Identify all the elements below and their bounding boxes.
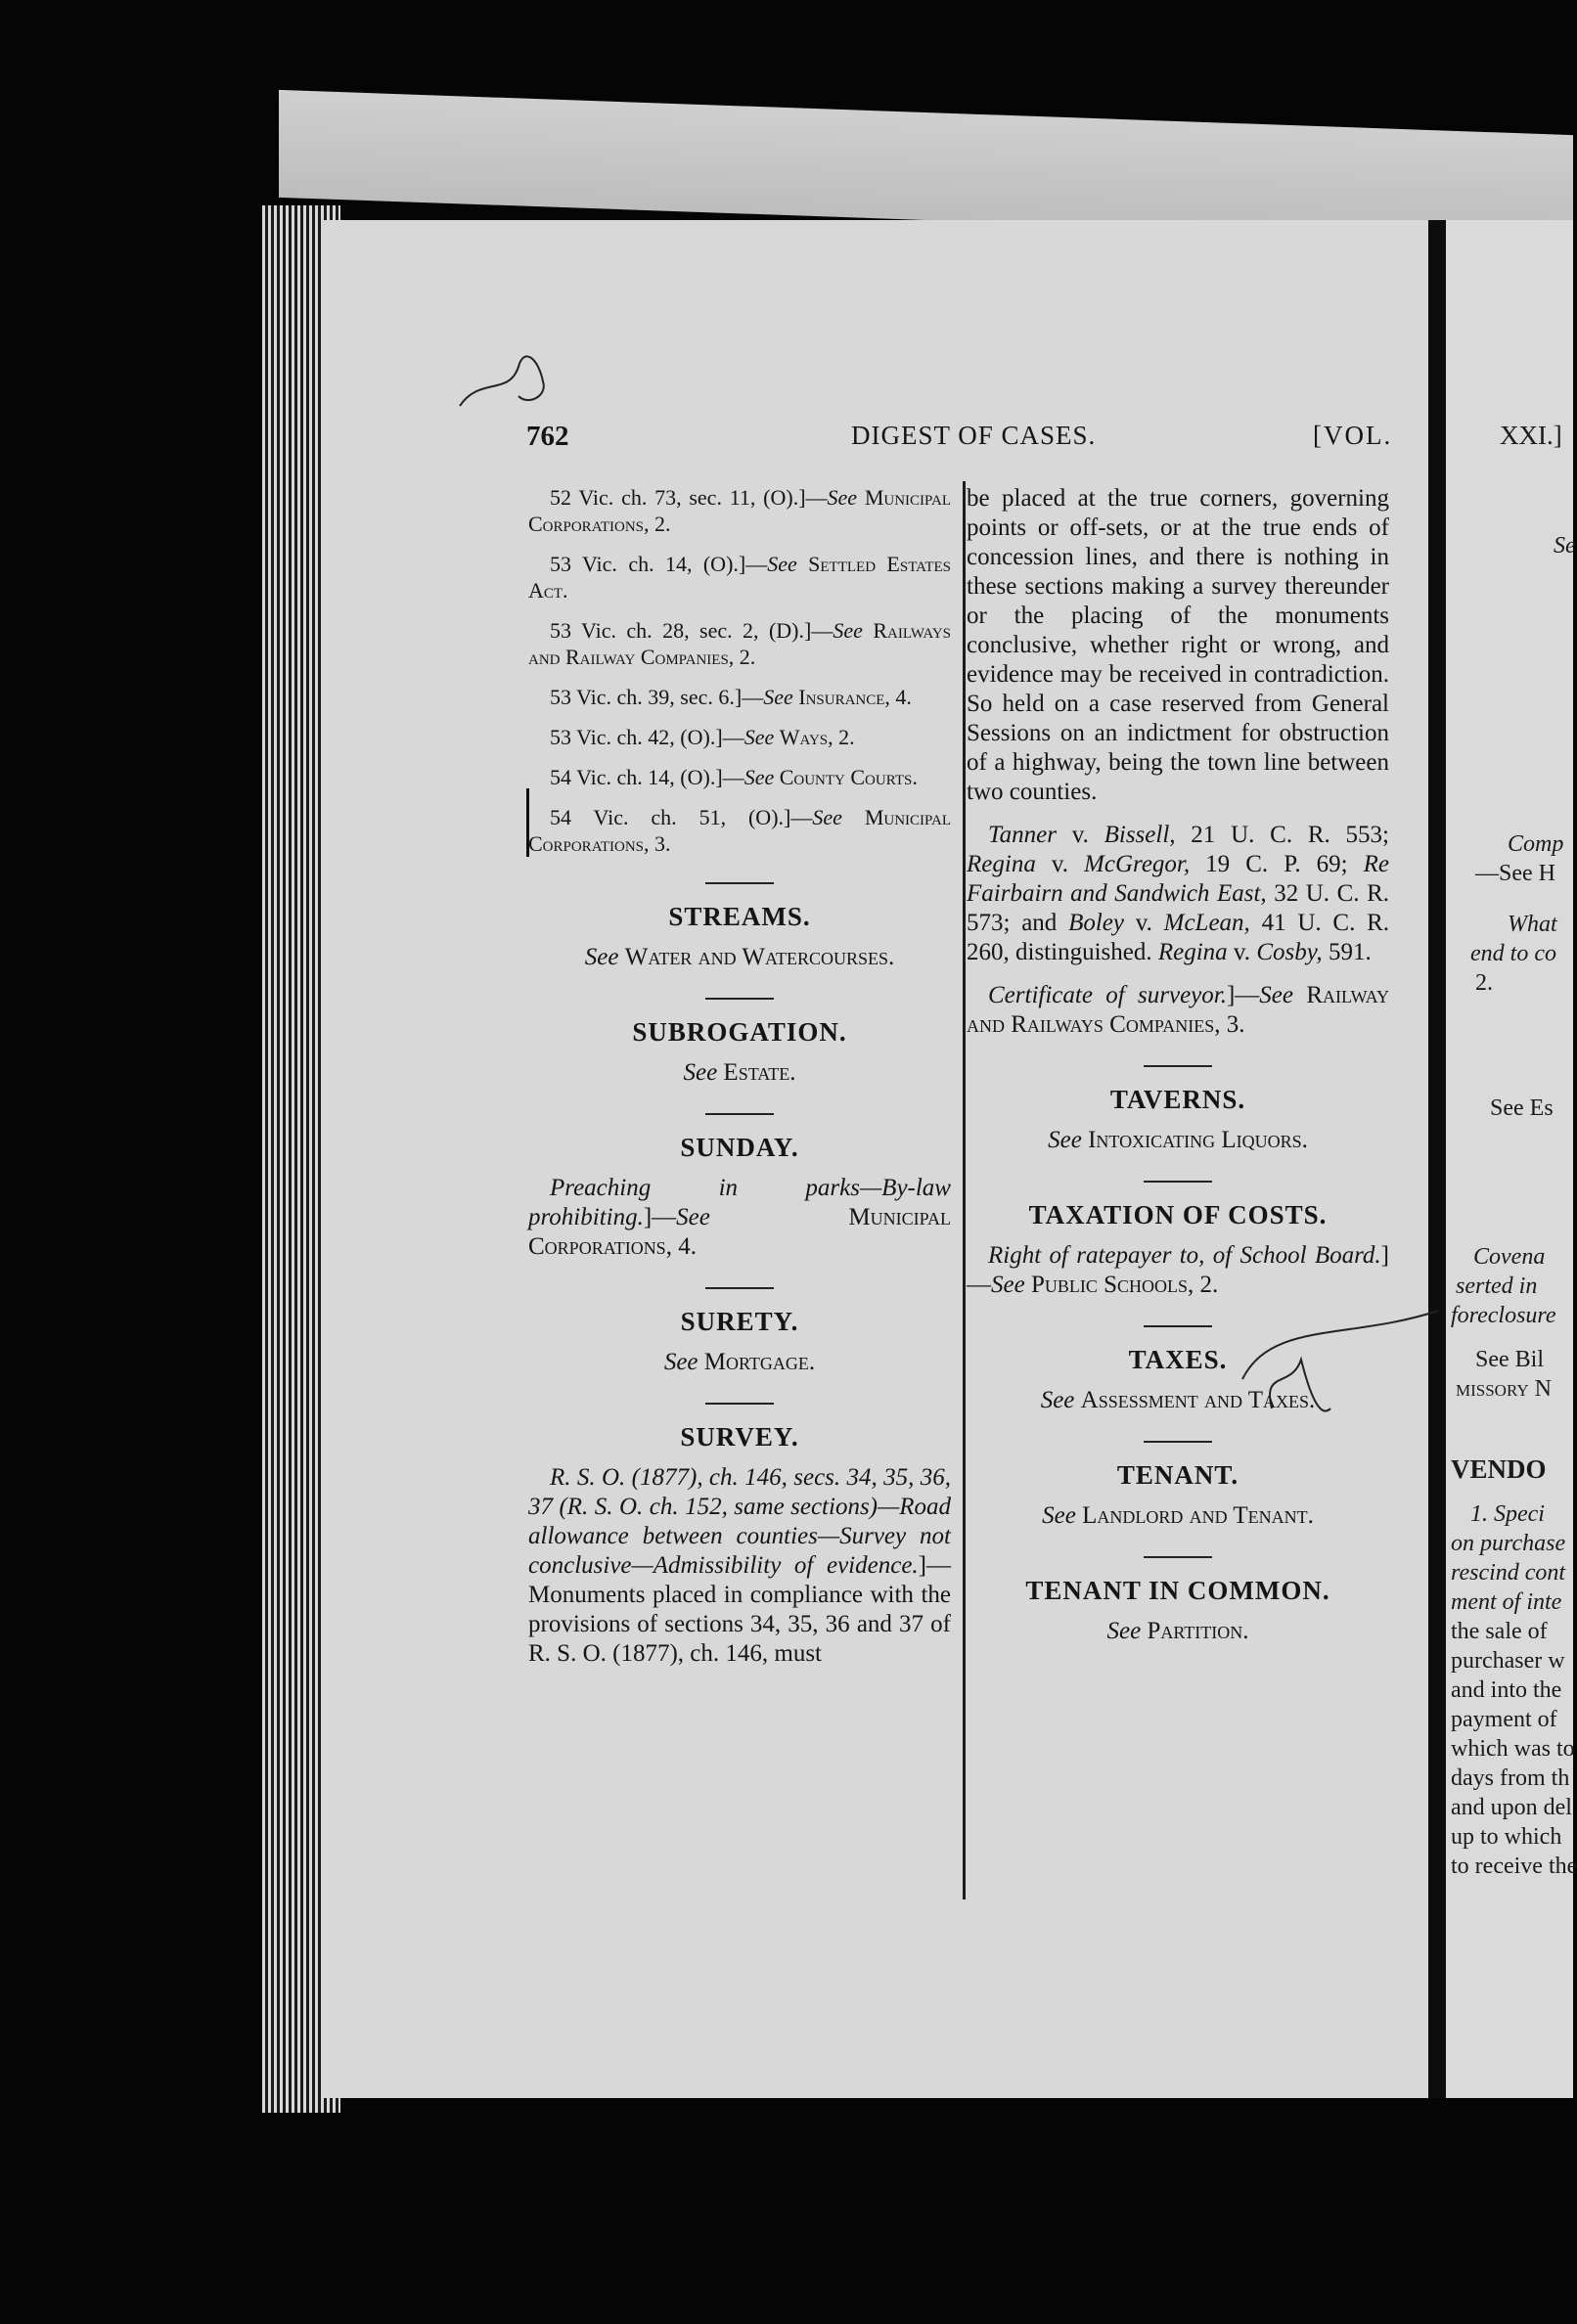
right-fragment: the sale of <box>1451 1619 1548 1644</box>
taxation-entry: Right of ratepayer to, of School Board.]—See Public Schools, 2. <box>967 1242 1389 1298</box>
see-reference: See Landlord and Tenant. <box>1042 1502 1314 1529</box>
volume-label: [VOL. <box>1313 421 1393 450</box>
section-divider <box>1144 1065 1212 1067</box>
heading-taxes: TAXES. <box>1128 1345 1228 1374</box>
middle-column <box>967 484 1389 1654</box>
right-fragment: foreclosure <box>1451 1303 1556 1328</box>
certificate-entry: Certificate of surveyor.]—See Railway and Railways Companies, 3. <box>967 982 1389 1038</box>
statute-entry: 54 Vic. ch. 14, (O).]—See County Courts. <box>550 765 918 789</box>
section-divider <box>1144 1556 1212 1558</box>
section-divider <box>1144 1181 1212 1183</box>
right-page <box>1446 220 1577 2098</box>
see-reference: See Estate. <box>683 1059 796 1086</box>
right-fragment: 1. Speci <box>1470 1501 1545 1527</box>
right-fragment: on purchase <box>1451 1531 1566 1556</box>
right-fragment: and upon del <box>1451 1795 1572 1820</box>
heading-surety: SURETY. <box>680 1307 799 1336</box>
right-fragment: serted in <box>1456 1274 1538 1299</box>
statute-entry: 52 Vic. ch. 73, sec. 11, (O).]—See Municipal Corporations, 2. <box>528 485 952 536</box>
right-fragment: up to which <box>1451 1824 1562 1850</box>
right-fragment: 2. <box>1475 970 1493 996</box>
right-fragment: See Es <box>1490 1095 1554 1121</box>
right-fragment: rescind cont <box>1451 1560 1566 1586</box>
section-divider <box>705 1287 774 1289</box>
right-fragment: days from th <box>1451 1765 1570 1791</box>
sunday-entry: Preaching in parks—By-law prohibiting.]—See Municipal Corporations, 4. <box>528 1175 951 1260</box>
right-fragment: and into the <box>1451 1677 1562 1703</box>
section-divider <box>705 1113 774 1115</box>
heading-streams: STREAMS. <box>668 902 811 931</box>
see-reference: See Intoxicating Liquors. <box>1048 1127 1308 1153</box>
heading-tenant-in-common: TENANT IN COMMON. <box>1025 1576 1330 1605</box>
book-gutter <box>1428 220 1446 2098</box>
heading-sunday: SUNDAY. <box>680 1133 799 1162</box>
section-divider <box>705 1403 774 1405</box>
statute-entry: 53 Vic. ch. 14, (O).]—See Settled Estates Act. <box>528 552 951 603</box>
right-fragment: Se <box>1554 533 1576 559</box>
statute-entry: 54 Vic. ch. 51, (O).]—See Municipal Corporations, 3. <box>528 805 951 856</box>
right-fragment: purchaser w <box>1451 1648 1565 1674</box>
heading-subrogation: SUBROGATION. <box>632 1017 847 1047</box>
survey-entry: R. S. O. (1877), ch. 146, secs. 34, 35, 36, 37 (R. S. O. ch. 152, same sections)—Road allowance between counties—Survey not conclusive—Admissibility of evidence.]—Monuments placed in compliance with the provisions of sections 34, 35, 36 and 37 of R. S. O. (1877), ch. 146, must <box>528 1464 951 1667</box>
heading-survey: SURVEY. <box>680 1422 799 1452</box>
section-divider <box>1144 1441 1212 1443</box>
running-title: DIGEST OF CASES. <box>851 421 1097 450</box>
right-volume: XXI.] <box>1500 421 1562 450</box>
right-fragment: Comp <box>1508 831 1564 857</box>
right-fragment: VENDO <box>1451 1454 1547 1484</box>
heading-taxation-of-costs: TAXATION OF COSTS. <box>1028 1200 1328 1229</box>
heading-taverns: TAVERNS. <box>1109 1085 1246 1114</box>
page-number: 762 <box>526 421 569 452</box>
see-reference: See Partition. <box>1106 1618 1249 1644</box>
see-reference: See Water and Watercourses. <box>584 944 895 970</box>
right-fragment: to receive the <box>1451 1854 1577 1879</box>
right-fragment: What <box>1508 912 1557 937</box>
right-fragment: Covena <box>1473 1244 1546 1270</box>
section-divider <box>1144 1325 1212 1327</box>
section-divider <box>705 998 774 1000</box>
right-fragment: See Bil <box>1475 1347 1544 1372</box>
see-reference: See Assessment and Taxes. <box>1040 1387 1316 1413</box>
column-rule <box>963 481 966 1899</box>
distinguished-cases: Tanner v. Bissell, 21 U. C. R. 553; Regina v. McGregor, 19 C. P. 69; Re Fairbairn and Sandwich East, 32 U. C. R. 573; and Boley v. McLean, 41 U. C. R. 260, distinguished. Regina v. Cosby, 591. <box>967 822 1389 965</box>
statute-entry: 53 Vic. ch. 42, (O).]—See Ways, 2. <box>550 725 855 749</box>
section-divider <box>705 882 774 884</box>
left-column <box>528 484 951 1682</box>
right-fragment: payment of <box>1451 1707 1557 1732</box>
statute-entry: 53 Vic. ch. 39, sec. 6.]—See Insurance, 4. <box>550 685 912 709</box>
right-fragment: —See H <box>1475 861 1555 886</box>
heading-tenant: TENANT. <box>1116 1460 1239 1490</box>
survey-continuation: be placed at the true corners, governing points or off-sets, or at the true ends of concession lines, and there is nothing in these sections making a survey thereunder or the placing of the monuments conclusive, whether right or wrong, and evidence may be received in contradiction. So held on a case reserved from General Sessions on an indictment for obstruction of a highway, being the town line between two counties. <box>967 485 1389 805</box>
right-fragment: which was to <box>1451 1736 1575 1762</box>
right-fragment: end to co <box>1470 941 1556 966</box>
right-fragment: ment of inte <box>1451 1589 1562 1615</box>
see-reference: See Mortgage. <box>663 1349 816 1375</box>
right-fragment: missory N <box>1456 1376 1552 1402</box>
statute-entry: 53 Vic. ch. 28, sec. 2, (D).]—See Railways and Railway Companies, 2. <box>528 618 951 669</box>
